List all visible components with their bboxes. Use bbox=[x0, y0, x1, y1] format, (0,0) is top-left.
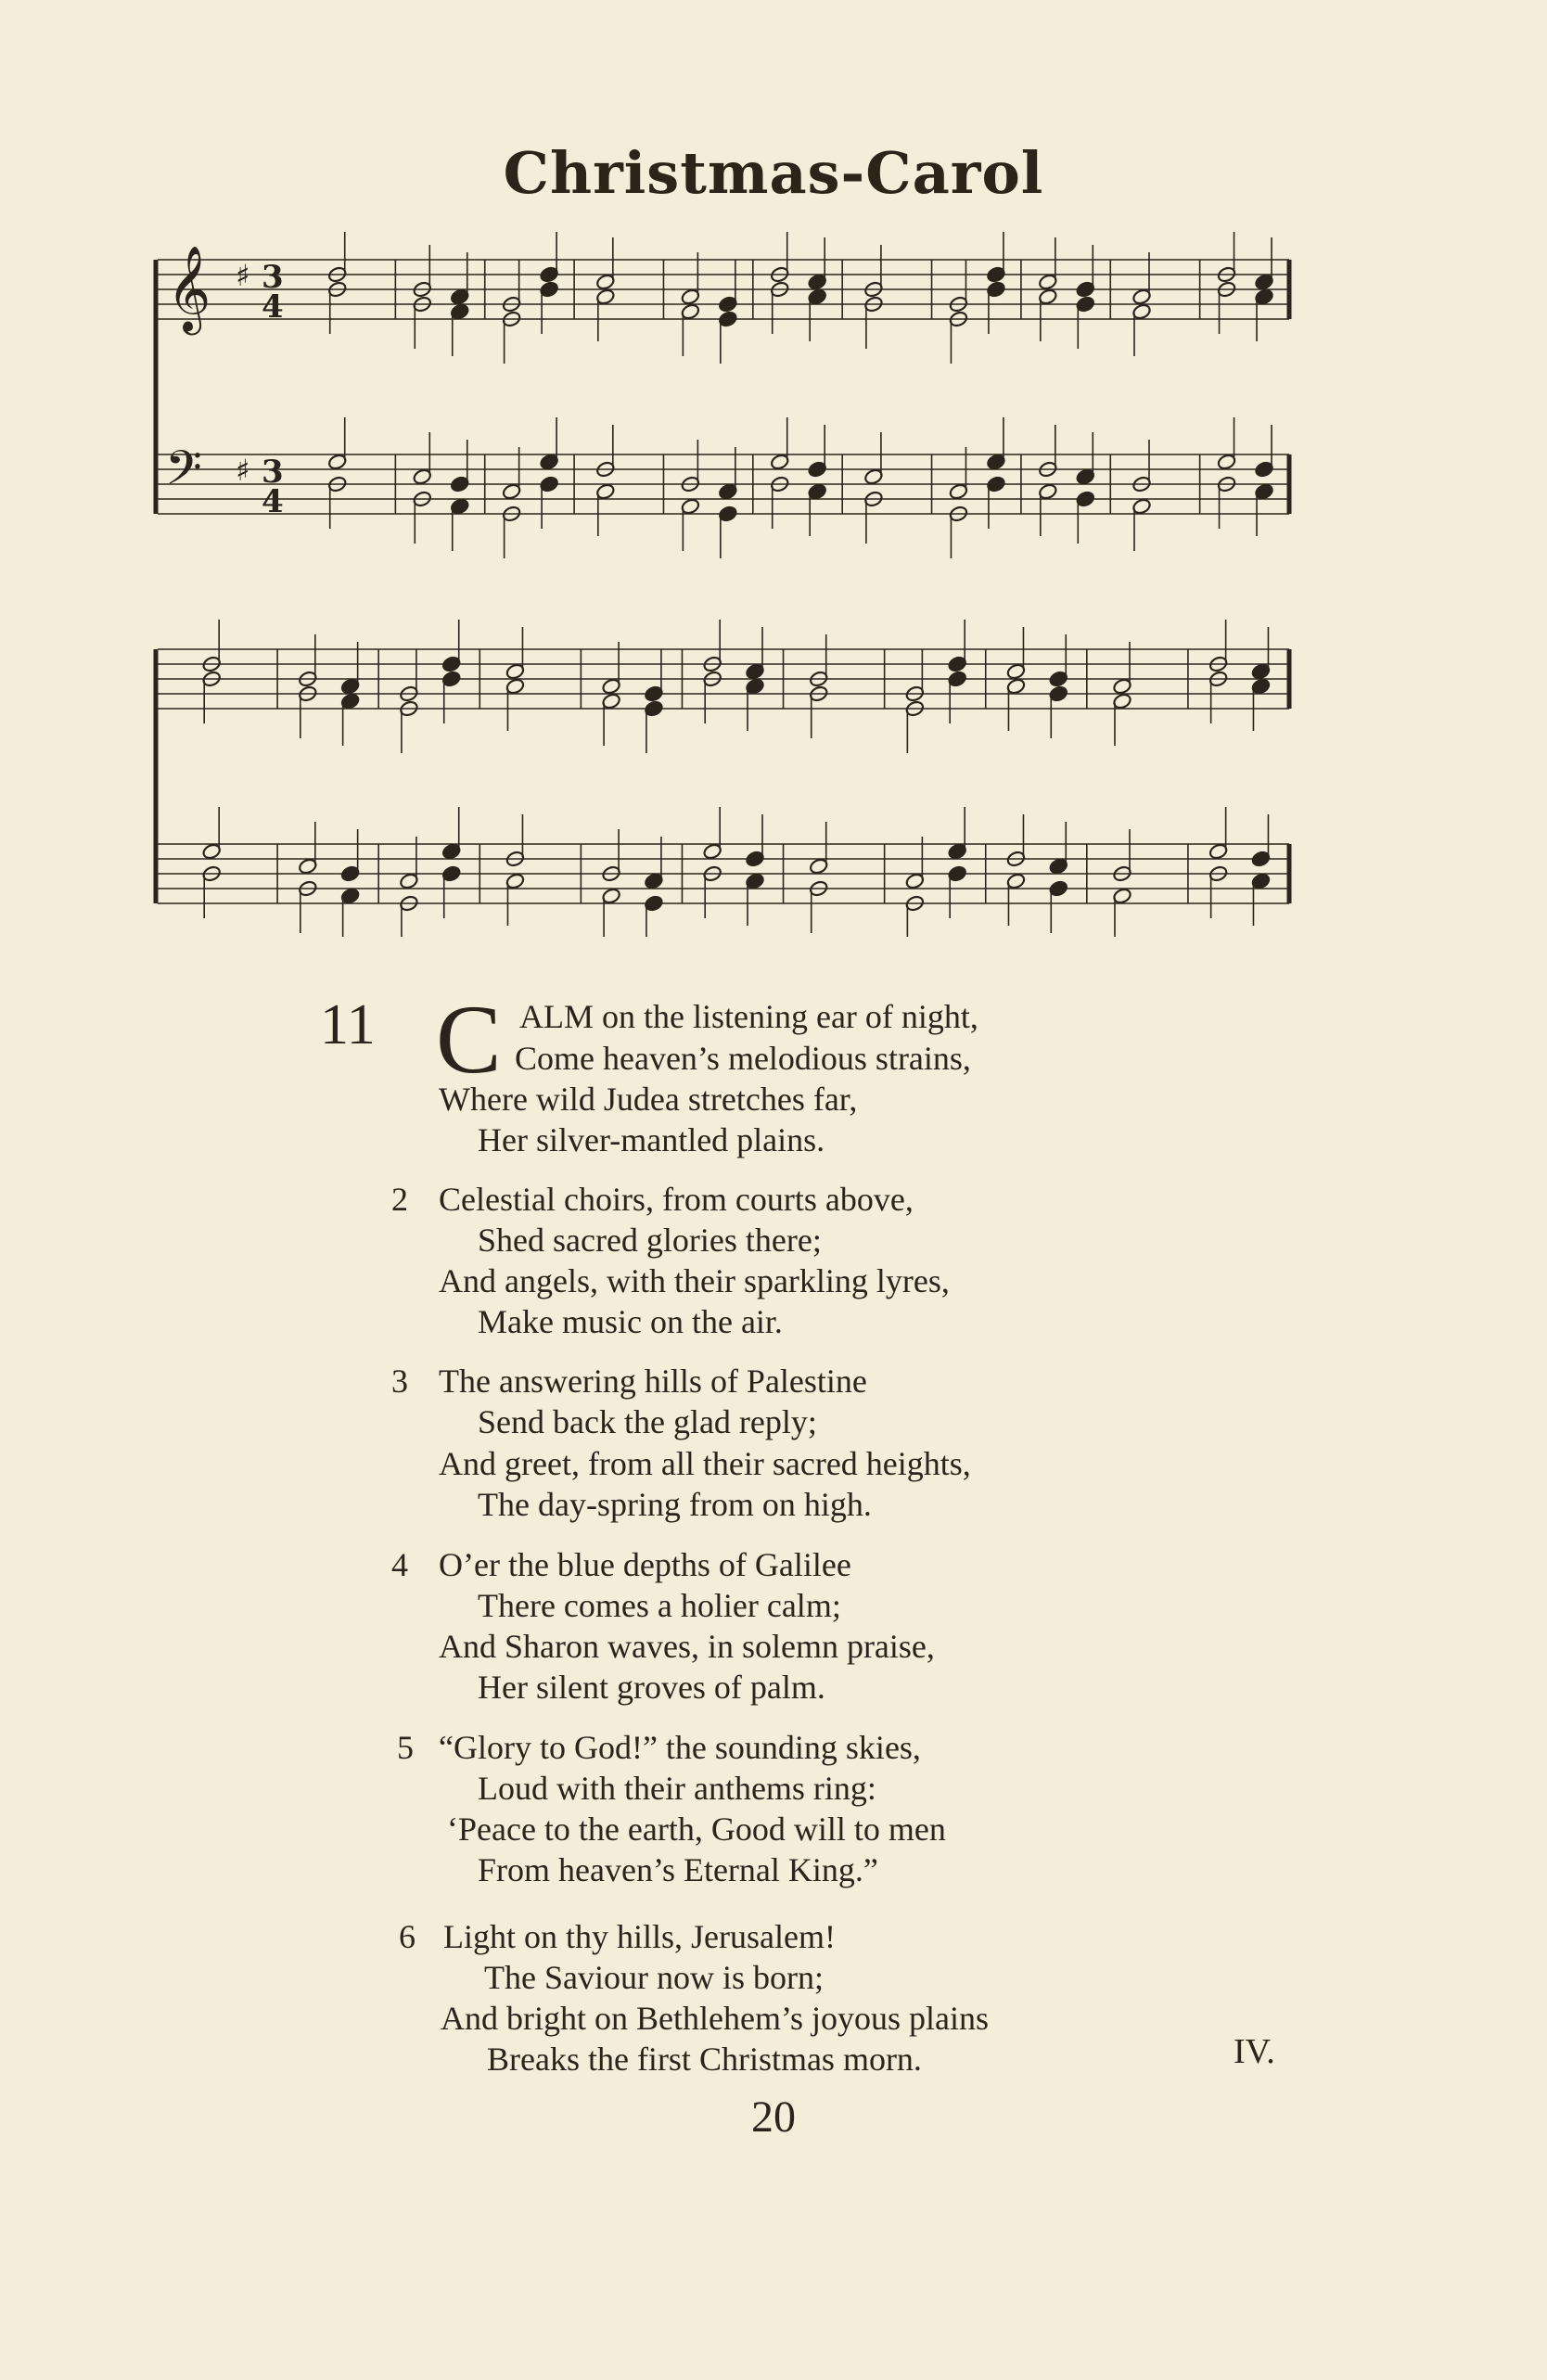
bass-clef-icon: 𝄢 bbox=[165, 440, 202, 507]
verse-5-line-4: From heaven’s Eternal King.” bbox=[478, 1851, 878, 1888]
verse-3-line-2: Send back the glad reply; bbox=[478, 1403, 817, 1440]
verse-2-line-2: Shed sacred glories there; bbox=[478, 1222, 822, 1259]
sharp-icon: ♯ bbox=[236, 453, 250, 488]
verse-6-line-2: The Saviour now is born; bbox=[484, 1959, 824, 1996]
time-signature-bottom: 4 bbox=[262, 483, 284, 520]
meter-mark: IV. bbox=[1234, 2032, 1275, 2071]
music-system-2 bbox=[156, 620, 1289, 937]
hymn-number: 11 bbox=[320, 993, 376, 1056]
verse-2-number: 2 bbox=[391, 1181, 408, 1218]
verse-4-line-3: And Sharon waves, in solemn praise, bbox=[439, 1628, 935, 1665]
time-signature-top: 3 bbox=[262, 454, 284, 491]
verse-2-line-1: Celestial choirs, from courts above, bbox=[439, 1181, 914, 1218]
verse-6-line-3: And bright on Bethlehem’s joyous plains bbox=[441, 2000, 989, 2037]
verse-2-line-4: Make music on the air. bbox=[478, 1303, 783, 1340]
dropcap-letter: C bbox=[436, 985, 502, 1094]
sharp-icon: ♯ bbox=[236, 258, 250, 293]
time-signature-bottom: 4 bbox=[262, 288, 284, 326]
verse-5-line-3: ‘Peace to the earth, Good will to men bbox=[447, 1811, 946, 1848]
treble-clef-icon: 𝄞 bbox=[167, 245, 211, 331]
verse-6-line-4: Breaks the first Christmas morn. bbox=[487, 2041, 922, 2078]
verse-3-line-1: The answering hills of Palestine bbox=[439, 1363, 867, 1400]
verse-1-line-1: ALM on the listening ear of night, bbox=[519, 998, 978, 1035]
music-score bbox=[148, 232, 1354, 937]
verse-3-line-4: The day-spring from on high. bbox=[478, 1486, 872, 1523]
verse-5-line-2: Loud with their anthems ring: bbox=[478, 1770, 876, 1807]
page-number: 20 bbox=[751, 2092, 796, 2142]
verse-1-line-3: Where wild Judea stretches far, bbox=[439, 1081, 858, 1118]
verse-4-line-2: There comes a holier calm; bbox=[478, 1587, 841, 1624]
verse-5-line-1: “Glory to God!” the sounding skies, bbox=[439, 1729, 921, 1766]
verse-4-line-1: O’er the blue depths of Galilee bbox=[439, 1546, 851, 1583]
music-system-1 bbox=[156, 232, 1289, 558]
hymn-title: Christmas-Carol bbox=[503, 139, 1044, 207]
verse-4-line-4: Her silent groves of palm. bbox=[478, 1669, 825, 1706]
verse-3-line-3: And greet, from all their sacred heights, bbox=[439, 1445, 971, 1482]
verse-1-line-2: Come heaven’s melodious strains, bbox=[515, 1040, 971, 1077]
verse-2-line-3: And angels, with their sparkling lyres, bbox=[439, 1262, 950, 1299]
verse-3-number: 3 bbox=[391, 1363, 408, 1400]
verse-5-number: 5 bbox=[397, 1729, 414, 1766]
verse-6-line-1: Light on thy hills, Jerusalem! bbox=[443, 1918, 836, 1955]
verse-6-number: 6 bbox=[399, 1918, 416, 1955]
verse-4-number: 4 bbox=[391, 1546, 408, 1583]
verse-1-line-4: Her silver-mantled plains. bbox=[478, 1121, 825, 1158]
time-signature-top: 3 bbox=[262, 259, 284, 296]
